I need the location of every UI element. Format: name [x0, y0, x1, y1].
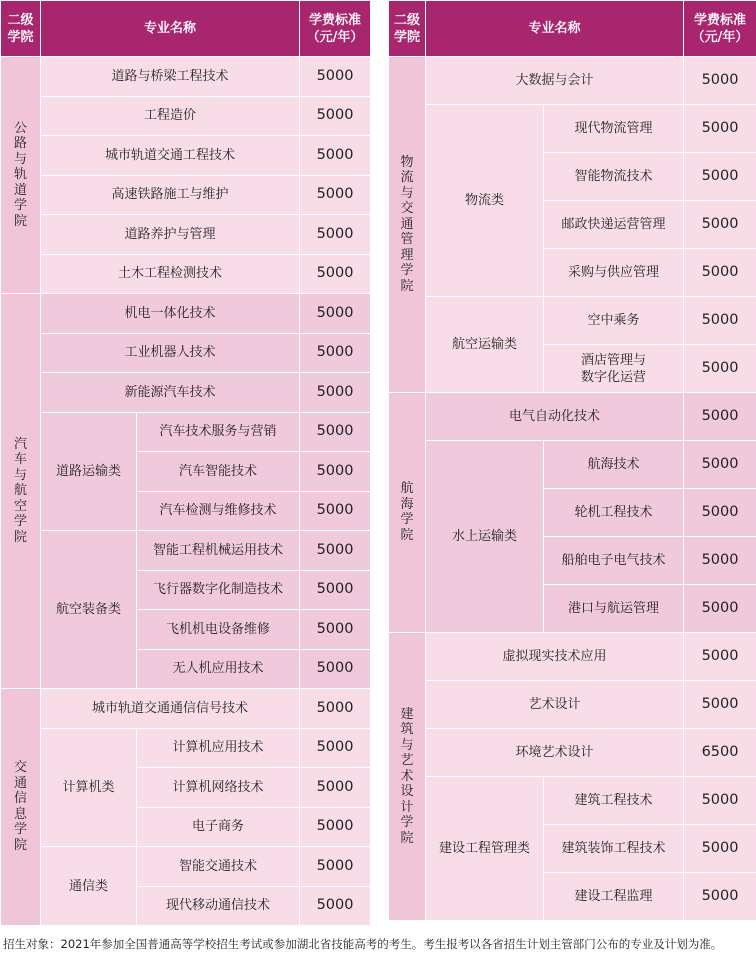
fee-value: 5000 [684, 297, 756, 345]
header-college: 二级 学院 [389, 1, 426, 57]
major-name: 采购与供应管理 [544, 249, 684, 297]
tuition-table-right [388, 0, 756, 921]
table-row [1, 136, 371, 176]
category-name: 道路运输类 [41, 412, 137, 531]
major-name: 计算机网络技术 [137, 768, 300, 808]
major-name: 汽车技术服务与营销 [137, 412, 300, 452]
major-name: 建筑工程技术 [544, 777, 684, 825]
fee-value: 5000 [684, 873, 756, 921]
college-name: 物流与交通管理学院 [389, 57, 426, 393]
fee-value: 5000 [684, 489, 756, 537]
major-name: 高速铁路施工与维护 [41, 175, 300, 215]
fee-value: 5000 [684, 153, 756, 201]
table-row [389, 393, 756, 441]
major-name: 工程造价 [41, 96, 300, 136]
table-row [1, 728, 371, 768]
fee-value: 5000 [300, 294, 371, 334]
category-name: 计算机类 [41, 728, 137, 847]
category-name: 建设工程管理类 [426, 777, 544, 921]
fee-value: 5000 [300, 531, 371, 571]
table-row [389, 57, 756, 105]
fee-value: 5000 [300, 412, 371, 452]
tuition-table-left [0, 0, 371, 926]
fee-value: 5000 [684, 777, 756, 825]
major-name: 建筑装饰工程技术 [544, 825, 684, 873]
header-major: 专业名称 [41, 1, 300, 57]
table-row [389, 297, 756, 345]
enrollment-note: 招生对象：2021年参加全国普通高等学校招生考试或参加湖北省技能高考的考生。考生报考以各省招生计划主管部门公布的专业及计划为准。 [3, 937, 723, 951]
major-name: 城市轨道交通工程技术 [41, 136, 300, 176]
category-name: 航空装备类 [41, 531, 137, 689]
major-name: 电气自动化技术 [426, 393, 684, 441]
college-name: 航海学院 [389, 393, 426, 633]
header-fee: 学费标准 （元/年） [300, 1, 371, 57]
table-row [1, 412, 371, 452]
college-name: 建筑与艺术设计学院 [389, 633, 426, 921]
fee-value: 5000 [684, 105, 756, 153]
table-row [1, 531, 371, 571]
table-row [389, 777, 756, 825]
major-name: 船舶电子电气技术 [544, 537, 684, 585]
major-name: 现代物流管理 [544, 105, 684, 153]
fee-value: 5000 [300, 689, 371, 729]
table-row [1, 373, 371, 413]
major-name: 大数据与会计 [426, 57, 684, 105]
fee-value: 5000 [684, 633, 756, 681]
fee-value: 5000 [684, 393, 756, 441]
fee-value: 5000 [300, 610, 371, 650]
major-name: 虚拟现实技术应用 [426, 633, 684, 681]
major-name: 道路与桥梁工程技术 [41, 57, 300, 97]
major-name: 汽车检测与维修技术 [137, 491, 300, 531]
major-name: 邮政快递运营管理 [544, 201, 684, 249]
fee-value: 5000 [684, 585, 756, 633]
header-college: 二级 学院 [1, 1, 41, 57]
fee-value: 5000 [300, 96, 371, 136]
table-row [1, 175, 371, 215]
fee-value: 5000 [684, 201, 756, 249]
fee-value: 5000 [300, 57, 371, 97]
table-row [389, 105, 756, 153]
major-name: 计算机应用技术 [137, 728, 300, 768]
major-name: 轮机工程技术 [544, 489, 684, 537]
fee-value: 5000 [684, 441, 756, 489]
major-name: 工业机器人技术 [41, 333, 300, 373]
fee-value: 5000 [300, 768, 371, 808]
fee-value: 5000 [684, 57, 756, 105]
fee-value: 5000 [300, 847, 371, 887]
fee-value: 5000 [300, 136, 371, 176]
major-name: 城市轨道交通通信信号技术 [41, 689, 300, 729]
table-row [389, 681, 756, 729]
major-name: 建设工程监理 [544, 873, 684, 921]
fee-value: 5000 [300, 452, 371, 492]
fee-value: 5000 [684, 681, 756, 729]
fee-value: 5000 [684, 249, 756, 297]
college-name: 交通信息学院 [1, 689, 41, 926]
fee-value: 5000 [300, 333, 371, 373]
header-major: 专业名称 [426, 1, 684, 57]
table-row [389, 633, 756, 681]
header-fee: 学费标准 （元/年） [684, 1, 756, 57]
major-name: 智能交通技术 [137, 847, 300, 887]
major-name: 酒店管理与 数字化运营 [544, 345, 684, 393]
category-name: 通信类 [41, 847, 137, 926]
table-row [1, 333, 371, 373]
major-name: 电子商务 [137, 807, 300, 847]
major-name: 机电一体化技术 [41, 294, 300, 334]
fee-value: 5000 [300, 175, 371, 215]
table-row [1, 689, 371, 729]
major-name: 空中乘务 [544, 297, 684, 345]
fee-value: 5000 [684, 825, 756, 873]
major-name: 飞机机电设备维修 [137, 610, 300, 650]
major-name: 智能工程机械运用技术 [137, 531, 300, 571]
table-row [1, 254, 371, 294]
fee-value: 6500 [684, 729, 756, 777]
fee-value: 5000 [300, 373, 371, 413]
major-name: 航海技术 [544, 441, 684, 489]
table-row [1, 847, 371, 887]
major-name: 土木工程检测技术 [41, 254, 300, 294]
major-name: 智能物流技术 [544, 153, 684, 201]
category-name: 水上运输类 [426, 441, 544, 633]
major-name: 港口与航运管理 [544, 585, 684, 633]
major-name: 新能源汽车技术 [41, 373, 300, 413]
college-name: 汽车与航空学院 [1, 294, 41, 689]
table-row [389, 441, 756, 489]
table-header-row [1, 1, 371, 57]
table-row [389, 729, 756, 777]
table-header-row [389, 1, 756, 57]
major-name: 艺术设计 [426, 681, 684, 729]
fee-value: 5000 [300, 491, 371, 531]
category-name: 航空运输类 [426, 297, 544, 393]
fee-value: 5000 [300, 649, 371, 689]
fee-value: 5000 [300, 886, 371, 926]
fee-value: 5000 [300, 807, 371, 847]
major-name: 飞行器数字化制造技术 [137, 570, 300, 610]
college-name: 公路与轨道学院 [1, 57, 41, 294]
major-name: 汽车智能技术 [137, 452, 300, 492]
fee-value: 5000 [684, 537, 756, 585]
fee-value: 5000 [300, 215, 371, 255]
fee-value: 5000 [300, 570, 371, 610]
major-name: 无人机应用技术 [137, 649, 300, 689]
major-name: 道路养护与管理 [41, 215, 300, 255]
major-name: 环境艺术设计 [426, 729, 684, 777]
table-row [1, 57, 371, 97]
category-name: 物流类 [426, 105, 544, 297]
table-row [1, 294, 371, 334]
fee-value: 5000 [684, 345, 756, 393]
fee-value: 5000 [300, 728, 371, 768]
major-name: 现代移动通信技术 [137, 886, 300, 926]
fee-value: 5000 [300, 254, 371, 294]
table-row [1, 215, 371, 255]
table-row [1, 96, 371, 136]
